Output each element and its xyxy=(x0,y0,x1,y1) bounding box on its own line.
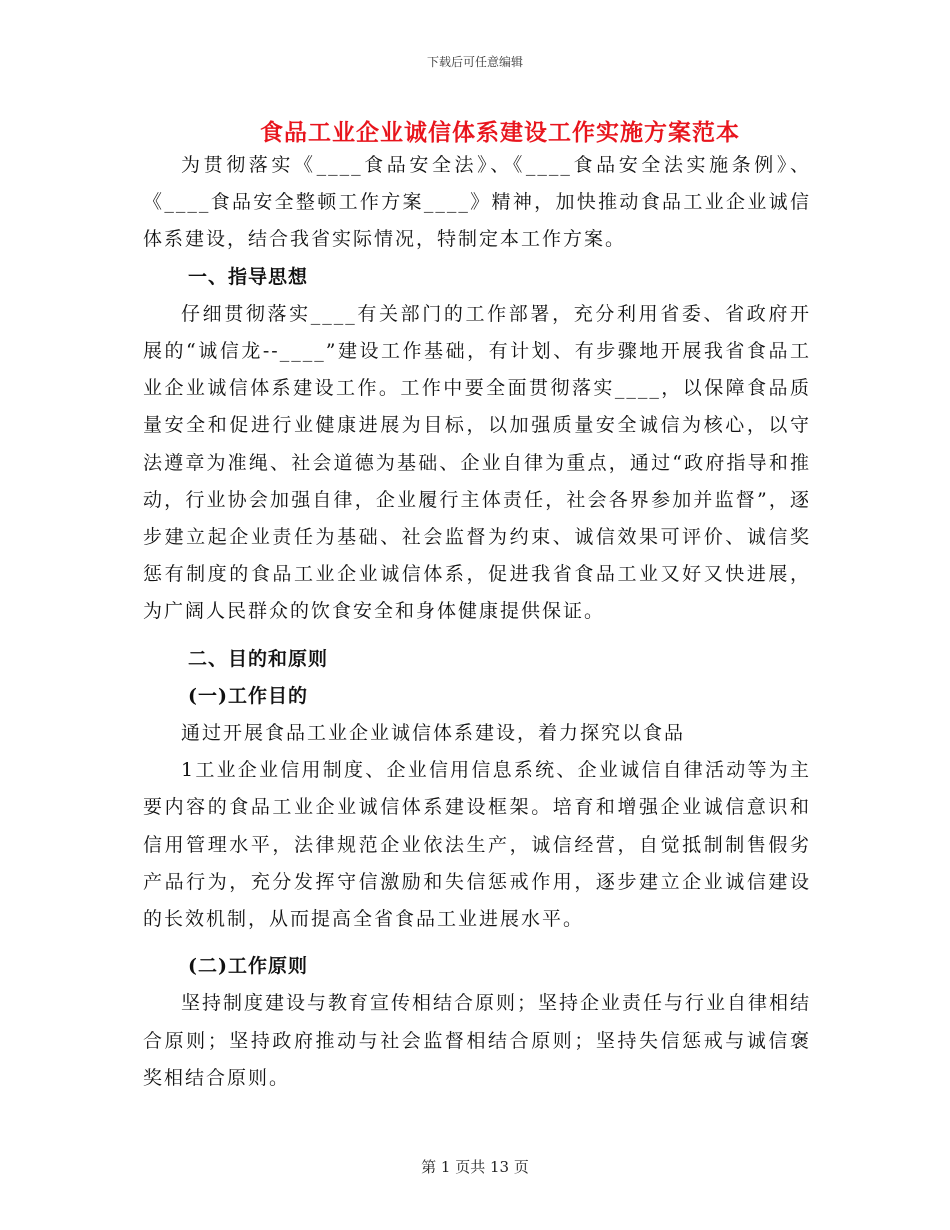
section-heading-guide: 一、指导思想 xyxy=(188,265,309,288)
goal-paragraph-second: 1工业企业信用制度、企业信用信息系统、企业诚信自律活动等为主要内容的食品工业企业诚信体系建设框架。培育和增强企业诚信意识和信用管理水平，法律规范企业依法生产，诚信经营，自觉抵制制售假劣产品行为，充分发挥守信激励和失信惩戒作用，逐步建立企业诚信建设的长效机制，从而提高全省食品工业进展水平。 xyxy=(143,759,811,931)
section-gap xyxy=(143,938,811,948)
principle-paragraph: 坚持制度建设与教育宣传相结合原则；坚持企业责任与行业自律相结合原则；坚持政府推动与社会监督相结合原则；坚持失信惩戒与诚信褒奖相结合原则。 xyxy=(143,992,812,1089)
page-header-note: 下载后可任意编辑 xyxy=(426,55,523,69)
subsection-heading-goal: (一)工作目的 xyxy=(188,684,308,707)
intro-paragraph: 为贯彻落实《____食品安全法》、《____食品安全法实施条例》、《____食品安全整顿工作方案____》精神，加快推动食品工业企业诚信体系建设，结合我省实际情况，特制定本工作方案。 xyxy=(143,154,811,251)
subsection-heading-principle: (二)工作原则 xyxy=(188,955,308,978)
section-gap xyxy=(143,631,811,641)
guide-paragraph: 仔细贯彻落实____有关部门的工作部署，充分利用省委、省政府开展的“诚信龙--____”建设工作基础，有计划、有步骤地开展我省食品工业企业诚信体系建设工作。工作中要全面贯彻落实____，以保障食品质量安全和促进行业健康进展为目标，以加强质量安全诚信为核心，以守法遵章为准绳、社会道德为基础、企业自律为重点，通过“政府指导和推动，行业协会加强自律，企业履行主体责任，社会各界参加并监督”，逐步建立起企业责任为基础、社会监督为约束、诚信效果可评价、诚信奖惩有制度的食品工业企业诚信体系，促进我省食品工业又好又快进展，为广阔人民群众的饮食安全和身体健康提供保证。 xyxy=(143,302,811,623)
section-heading-purpose: 二、目的和原则 xyxy=(188,647,329,670)
document-title: 食品工业企业诚信体系建设工作实施方案范本 xyxy=(260,119,740,146)
page-footer: 第 1 页共 13 页 xyxy=(421,1158,529,1176)
document-body xyxy=(143,147,811,1097)
goal-paragraph-first: 通过开展食品工业企业诚信体系建设，着力探究以食品 xyxy=(181,722,686,745)
